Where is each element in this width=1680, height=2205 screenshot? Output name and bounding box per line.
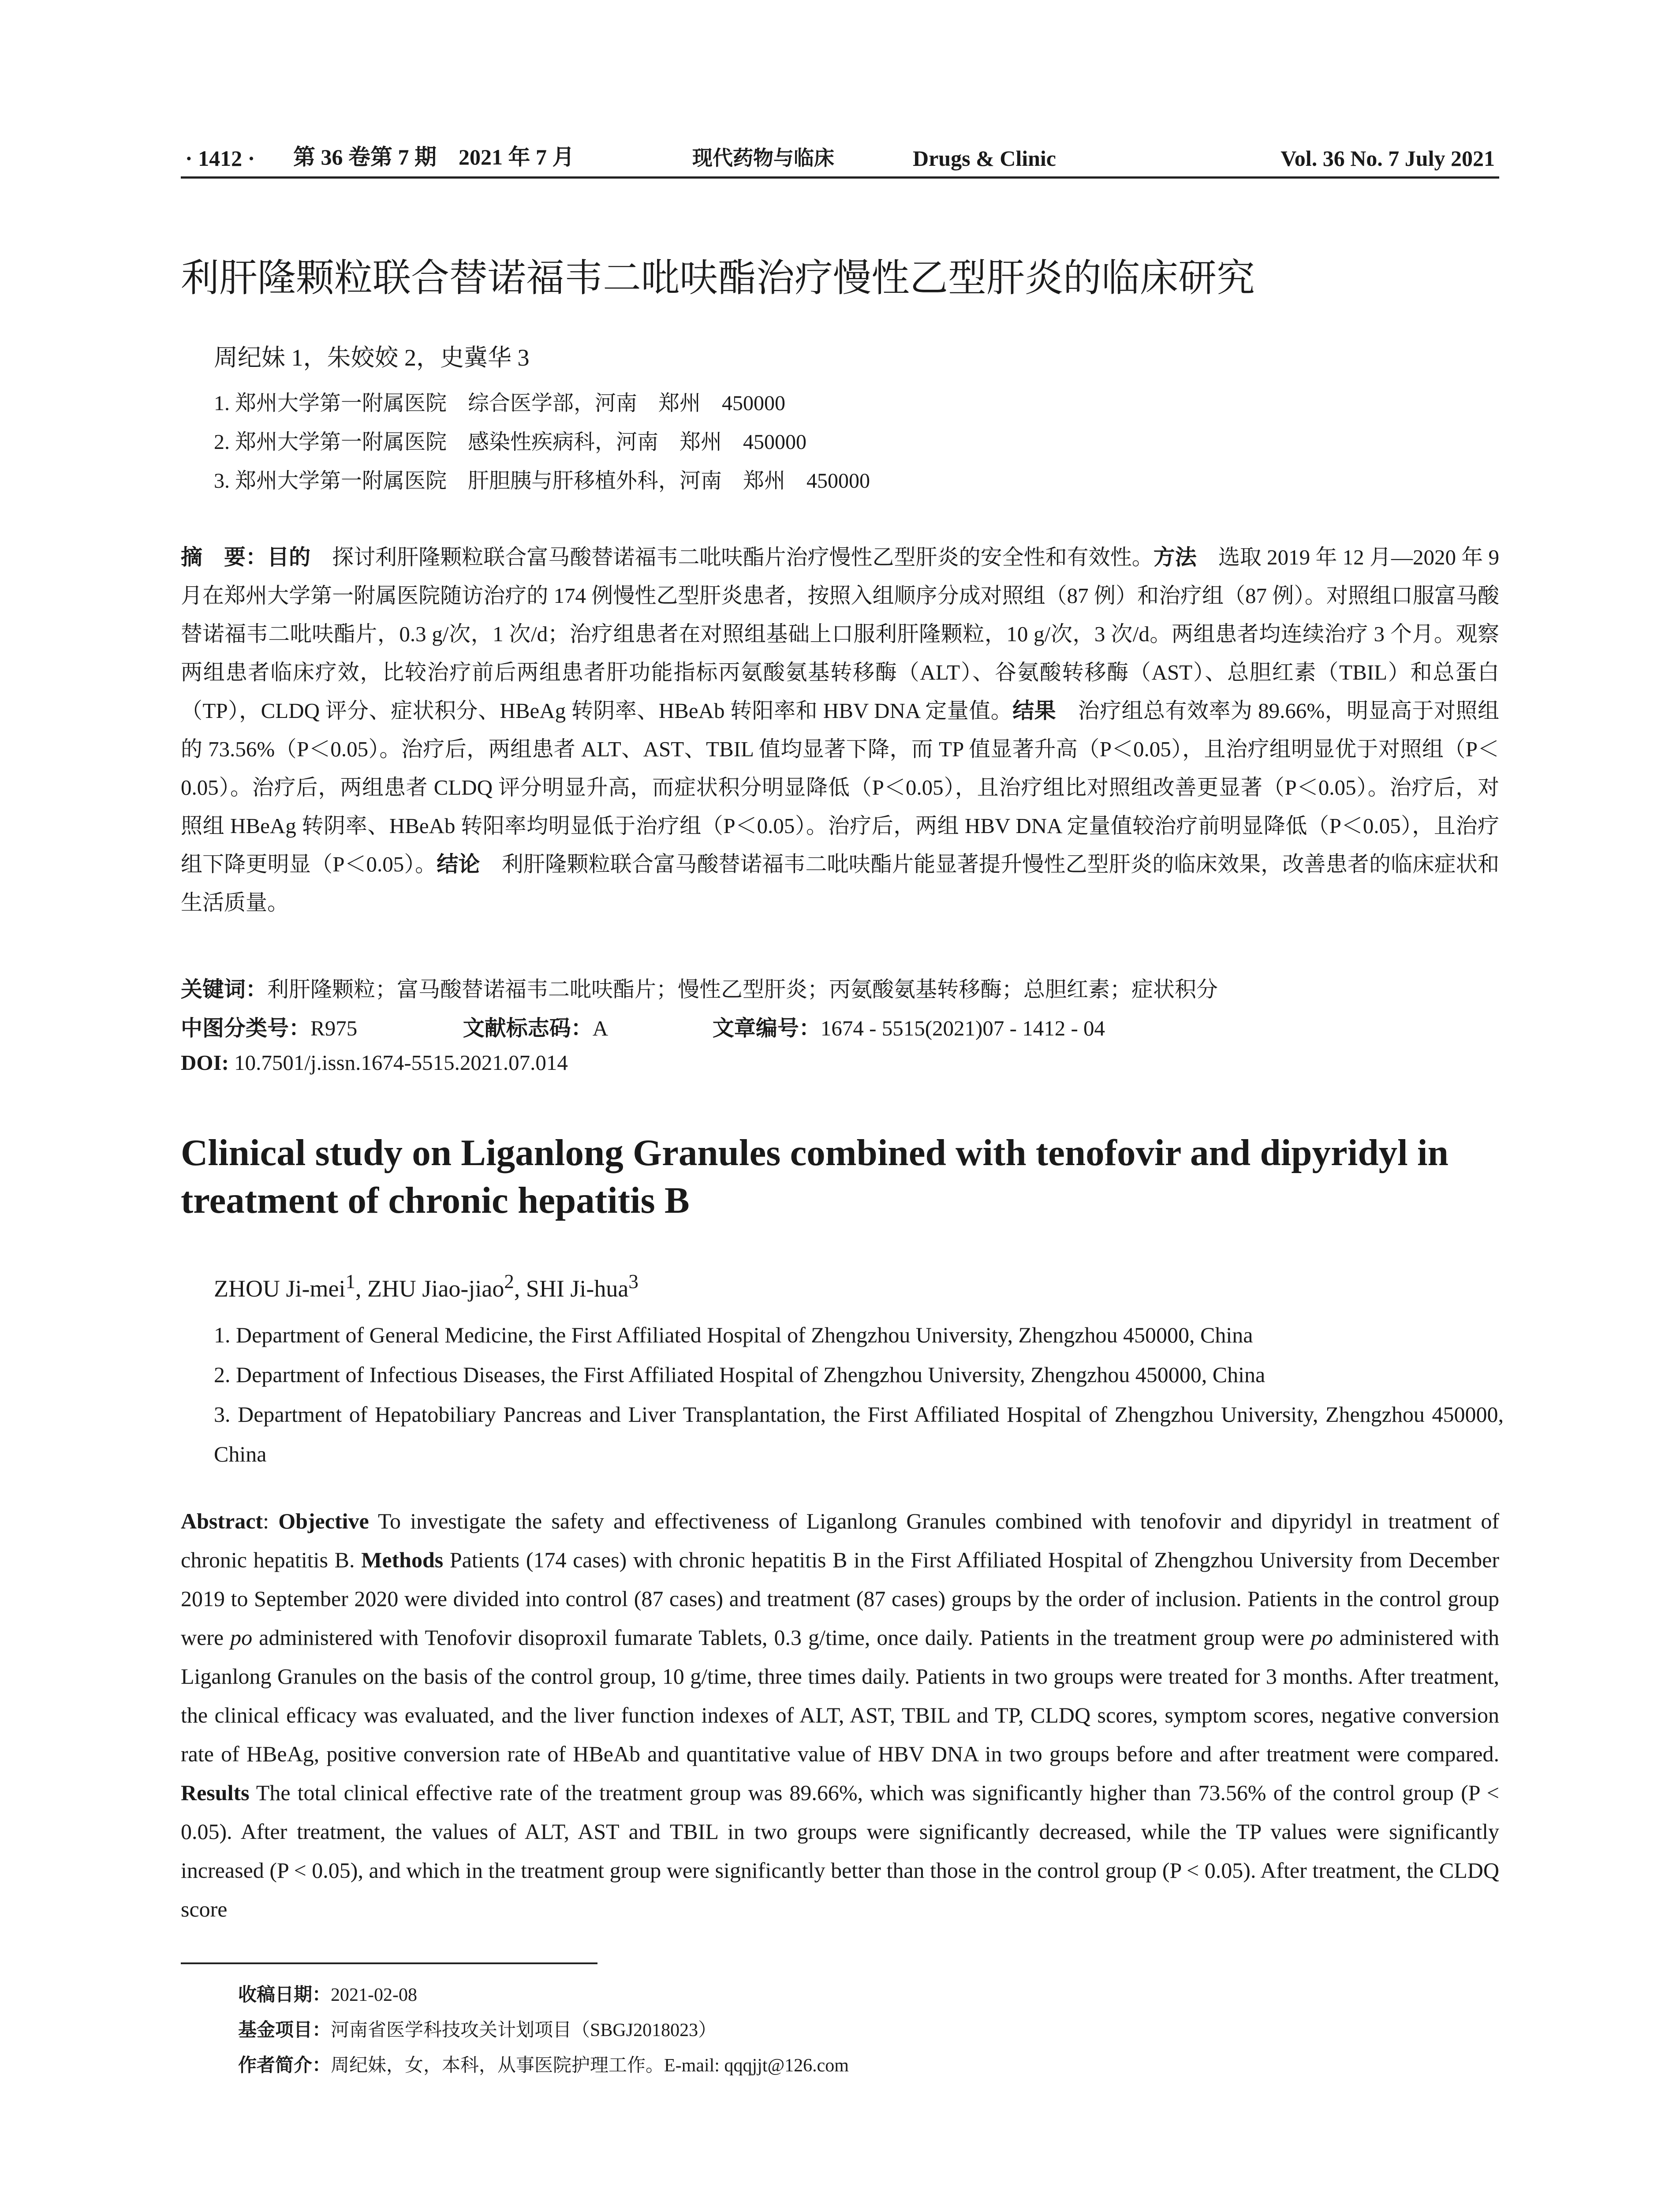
doi-line <box>181 1050 568 1075</box>
po-italic-2: po <box>1310 1625 1333 1650</box>
footnote-received: 收稿日期：2021-02-08 <box>238 1984 417 2005</box>
classification-line <box>181 1011 1105 1042</box>
abstract-cn <box>181 538 1499 922</box>
affiliation-en-1: 1. Department of General Medicine, the First Affiliated Hospital of Zhengzhou University, Zhengzhou 450000, China <box>214 1323 1253 1347</box>
methods-en-1: Patients (174 cases) with chronic hepatitis B in the First Affiliated Hospital of Zhengzhou University from December 2019 to September 2020 were divided into control (87 cases) and treatment (87 cases) groups by the order of inclusion. Patients in the control group were <box>181 1547 1499 1650</box>
footnote-fund: 基金项目：河南省医学科技攻关计划项目（SBGJ2018023） <box>238 2019 717 2041</box>
affiliation-en-2: 2. Department of Infectious Diseases, the First Affiliated Hospital of Zhengzhou University, Zhengzhou 450000, China <box>214 1362 1266 1387</box>
doc-code-label: 文献标志码： <box>463 1016 593 1041</box>
keywords-cn <box>181 972 1218 1003</box>
methods-cn-label: 方法 <box>1153 545 1197 570</box>
abstract-cn-label: 摘 要： <box>181 545 268 570</box>
abstract-en-label: Abstract <box>181 1509 263 1533</box>
conclusion-cn: 利肝隆颗粒联合富马酸替诺福韦二吡呋酯片能显著提升慢性乙型肝炎的临床效果，改善患者的临床症状和生活质量。 <box>181 852 1499 915</box>
objective-cn: 探讨利肝隆颗粒联合富马酸替诺福韦二吡呋酯片治疗慢性乙型肝炎的安全性和有效性。 <box>310 545 1154 569</box>
clc-label: 中图分类号： <box>181 1016 311 1041</box>
authors-en: ZHOU Ji-mei$^1$, ZHU Jiao-jiao$^2$, SHI Ji-hua$^3$ <box>214 1271 638 1302</box>
keywords-cn-text: 利肝隆颗粒；富马酸替诺福韦二吡呋酯片；慢性乙型肝炎；丙氨酸氨基转移酶；总胆红素；症状积分 <box>267 977 1218 1002</box>
results-en: The total clinical effective rate of the treatment group was 89.66%, which was significantly higher than 73.56% of the control group (P < 0.05). After treatment, the values of ALT, AST and TBIL in two groups were significantly decreased, while the TP values were significantly increased (P < 0.05), and which in the treatment group were significantly better than those in the control group (P < 0.05). After treatment, the CLDQ score <box>181 1780 1499 1921</box>
results-en-label: Results <box>181 1780 250 1805</box>
authors-cn: 周纪妹 1，朱姣姣 2，史冀华 3 <box>214 344 530 371</box>
author-en-3: SHI Ji-hua <box>526 1275 629 1302</box>
objective-en-label: Objective <box>278 1509 369 1533</box>
running-header <box>181 140 1499 176</box>
header-journal-cn: 现代药物与临床 <box>692 146 834 170</box>
article-number-label: 文章编号： <box>712 1016 821 1041</box>
keywords-cn-label: 关键词： <box>181 977 268 1002</box>
affiliation-cn-1: 1. 郑州大学第一附属医院 综合医学部，河南 郑州 450000 <box>214 392 786 415</box>
header-journal-en: Drugs & Clinic <box>913 146 1056 171</box>
doi-value: 10.7501/j.issn.1674-5515.2021.07.014 <box>228 1050 568 1075</box>
footnote-rule <box>181 1962 597 1964</box>
clc-value: R975 <box>310 1016 358 1040</box>
title-en: Clinical study on Liganlong Granules combined with tenofovir and dipyridyl in treatment of chronic hepatitis B <box>181 1132 1449 1221</box>
footnote-author-bio: 作者简介：周纪妹，女，本科，从事医院护理工作。E-mail: qqqjjt@126.com <box>238 2054 849 2076</box>
header-volume-cn: 第 36 卷第 7 期 2021 年 7 月 <box>293 145 575 169</box>
results-cn: 治疗组总有效率为 89.66%，明显高于对照组的 73.56%（P＜0.05）。治疗后，两组患者 ALT、AST、TBIL 值均显著下降，而 TP 值显著升高（P＜0.05），且治疗组明显优于对照组（P＜0.05）。治疗后，两组患者 CLDQ 评分明显升高，而症状积分明显降低（P＜0.05），且治疗组比对照组改善更显著（P＜0.05）。治疗后，对照组 HBeAg 转阴率、HBeAb 转阳率均明显低于治疗组（P＜0.05）。治疗后，两组 HBV DNA 定量值较治疗前明显降低（P＜0.05），且治疗组下降更明显（P＜0.05）。 <box>181 699 1499 876</box>
header-rule <box>181 176 1499 179</box>
doi-label: DOI: <box>181 1050 229 1075</box>
author-en-3-sup: 3 <box>628 1271 638 1293</box>
affiliation-en-3: 3. Department of Hepatobiliary Pancreas and Liver Transplantation, the First Affiliated Hospital of Zhengzhou University, Zhengzhou 450000, China <box>214 1402 1504 1466</box>
conclusion-cn-label: 结论 <box>437 852 480 877</box>
methods-en-label: Methods <box>361 1547 444 1572</box>
results-cn-label: 结果 <box>1012 698 1057 723</box>
affiliation-cn-2: 2. 郑州大学第一附属医院 感染性疾病科，河南 郑州 450000 <box>214 430 807 454</box>
po-italic: po <box>230 1625 253 1650</box>
author-en-1: ZHOU Ji-mei <box>214 1275 346 1302</box>
author-en-2: ZHU Jiao-jiao <box>367 1275 504 1302</box>
affiliation-cn-3: 3. 郑州大学第一附属医院 肝胆胰与肝移植外科，河南 郑州 450000 <box>214 469 870 493</box>
author-en-2-sup: 2 <box>504 1271 514 1293</box>
objective-en: To investigate the safety and effectiveness of Liganlong Granules combined with tenofovir and dipyridyl in treatment of chronic hepatitis B. <box>181 1509 1499 1572</box>
methods-en-2: administered with Tenofovir disoproxil fumarate Tablets, 0.3 g/time, once daily. Patients in the treatment group were <box>252 1625 1311 1650</box>
author-en-1-sup: 1 <box>345 1271 355 1293</box>
header-page-number: · 1412 · <box>185 146 255 171</box>
article-number-value: 1674 - 5515(2021)07 - 1412 - 04 <box>820 1016 1105 1040</box>
abstract-en: Abstract: Objective To investigate the safety and effectiveness of Liganlong Granules combined with tenofovir and dipyridyl in treatment of chronic hepatitis B. Methods Patients (174 cases) with chronic hepatitis B in the First Affiliated Hospital of Zhengzhou University from December 2019 to September 2020 were divided into control (87 cases) and treatment (87 cases) groups by the order of inclusion. Patients in the control group were po administered with Tenofovir disoproxil fumarate Tablets, 0.3 g/time, once daily. Patients in the treatment group were po administered with Liganlong Granules on the basis of the control group, 10 g/time, three times daily. Patients in two groups were treated for 3 months. After treatment, the clinical efficacy was evaluated, and the liver function indexes of ALT, AST, TBIL and TP, CLDQ scores, symptom scores, negative conversion rate of HBeAg, positive conversion rate of HBeAb and quantitative value of HBV DNA in two groups before and after treatment were compared. Results The total clinical effective rate of the treatment group was 89.66%, which was significantly higher than 73.56% of the control group (P < 0.05). After treatment, the values of ALT, AST and TBIL in two groups were significantly decreased, while the TP values were significantly increased (P < 0.05), and which in the treatment group were significantly better than those in the control group (P < 0.05). After treatment, the CLDQ score <box>181 1509 1499 1921</box>
methods-en-3: administered with Liganlong Granules on the basis of the control group, 10 g/time, three times daily. Patients in two groups were treated for 3 months. After treatment, the clinical efficacy was evaluated, and the liver function indexes of ALT, AST, TBIL and TP, CLDQ scores, symptom scores, negative conversion rate of HBeAg, positive conversion rate of HBeAb and quantitative value of HBV DNA in two groups before and after treatment were compared. <box>181 1625 1499 1766</box>
objective-cn-label: 目的 <box>267 545 311 570</box>
header-volume-en: Vol. 36 No. 7 July 2021 <box>1281 146 1495 171</box>
methods-cn: 选取 2019 年 12 月—2020 年 9 月在郑州大学第一附属医院随访治疗的 174 例慢性乙型肝炎患者，按照入组顺序分成对照组（87 例）和治疗组（87 例）。对照组口服富马酸替诺福韦二吡呋酯片，0.3 g/次，1 次/d；治疗组患者在对照组基础上口服利肝隆颗粒，10 g/次，3 次/d。两组患者均连续治疗 3 个月。观察两组患者临床疗效，比较治疗前后两组患者肝功能指标丙氨酸氨基转移酶（ALT）、谷氨酸转移酶（AST）、总胆红素（TBIL）和总蛋白（TP），CLDQ 评分、症状积分、HBeAg 转阴率、HBeAb 转阳率和 HBV DNA 定量值。 <box>181 545 1499 723</box>
doc-code-value: A <box>592 1016 607 1040</box>
title-cn: 利肝隆颗粒联合替诺福韦二吡呋酯治疗慢性乙型肝炎的临床研究 <box>181 255 1255 300</box>
